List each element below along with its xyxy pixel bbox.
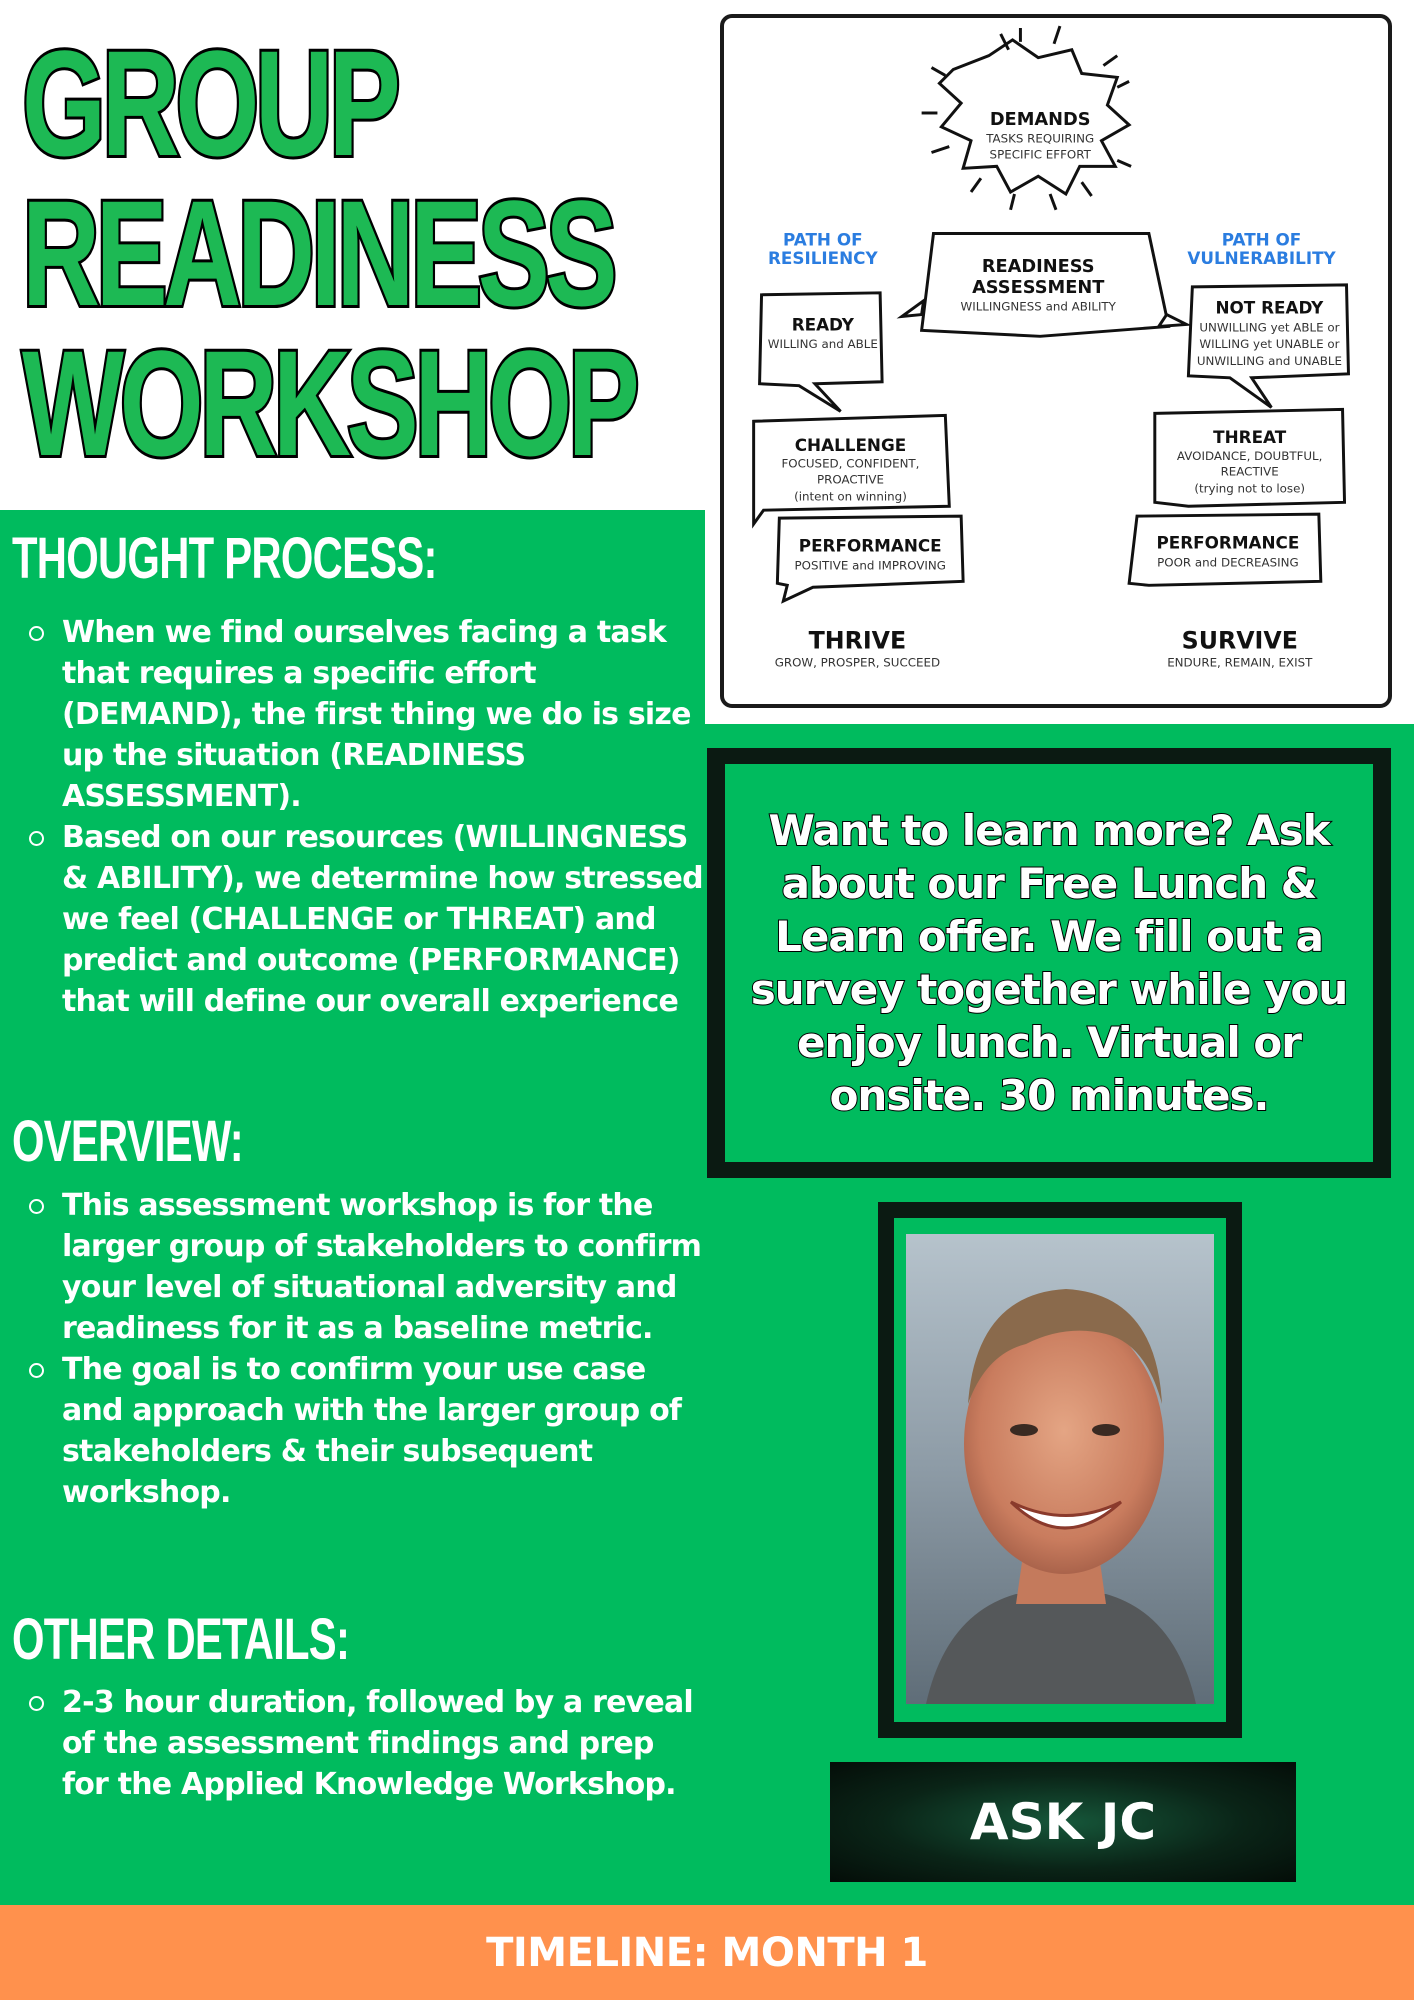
threat-sub3: (trying not to lose) [1194,481,1305,496]
threat-sub2: REACTIVE [1220,464,1279,479]
list-item: The goal is to confirm your use case and approach with the larger group of stakeholders & their subsequent workshop. [62,1349,707,1513]
ready-box-shape [760,293,883,412]
not-ready-sub3: UNWILLING and UNABLE [1196,353,1342,368]
path-vulnerability-label-1: PATH OF [1221,229,1302,250]
not-ready-sub1: UNWILLING yet ABLE or [1199,320,1340,335]
path-vulnerability-label-2: VULNERABILITY [1187,248,1336,269]
timeline-banner: TIMELINE: MONTH 1 [0,1905,1414,2000]
perf-right-title: PERFORMANCE [1156,532,1300,553]
list-item: Based on our resources (WILLINGNESS & ABILITY), we determine how stressed we feel (CHALLENGE or THREAT) and predict and outcome (PERFORMANCE) that will define our overall experience [62,817,707,1022]
portrait-image [906,1234,1214,1704]
photo-green-mat [894,1218,1226,1722]
threat-sub1: AVOIDANCE, DOUBTFUL, [1176,448,1323,463]
thought-process-list [62,612,707,1022]
cta-box [707,748,1391,1178]
arrow-left [902,301,924,317]
list-item: This assessment workshop is for the larger group of stakeholders to confirm your level of situational adversity and readiness for it as a baseline metric. [62,1185,707,1349]
overview-heading: OVERVIEW: [12,1109,243,1174]
ask-jc-button[interactable]: ASK JC [830,1762,1296,1882]
title-line-3: WORKSHOP [22,319,636,487]
threat-title: THREAT [1213,427,1287,448]
demands-sub2: SPECIFIC EFFORT [989,147,1091,162]
challenge-sub2: PROACTIVE [816,472,884,487]
not-ready-title: NOT READY [1215,297,1324,318]
survive-title: SURVIVE [1181,626,1298,655]
list-item: When we find ourselves facing a task that requires a specific effort (DEMAND), the first thing we do is size up the situation (READINESS ASSESSMENT). [62,612,707,817]
readiness-title-2: ASSESSMENT [972,276,1105,298]
path-resiliency-label-2: RESILIENCY [767,248,878,269]
perf-right-sub: POOR and DECREASING [1157,555,1299,570]
page-title [22,19,702,487]
not-ready-sub2: WILLING yet UNABLE or [1199,337,1340,352]
cta-text: Want to learn more? Ask about our Free Lunch & Learn offer. We fill out a survey together while you enjoy lunch. Virtual or onsite. 30 minutes. [750,806,1348,1120]
ready-title: READY [791,314,854,335]
challenge-sub3: (intent on winning) [794,489,907,504]
title-line-2: READINESS [22,169,614,337]
diagram-canvas [724,18,1388,704]
list-item: 2-3 hour duration, followed by a reveal of the assessment findings and prep for the Applied Knowledge Workshop. [62,1682,707,1805]
perf-left-sub: POSITIVE and IMPROVING [794,558,946,573]
challenge-title: CHALLENGE [794,434,907,455]
challenge-sub1: FOCUSED, CONFIDENT, [781,456,920,471]
thrive-sub: GROW, PROSPER, SUCCEED [774,655,941,670]
overview-list [62,1185,707,1513]
presenter-photo [906,1234,1214,1704]
ready-sub: WILLING and ABLE [767,337,878,352]
other-details-heading: OTHER DETAILS: [12,1607,350,1672]
survive-sub: ENDURE, REMAIN, EXIST [1167,655,1313,670]
readiness-diagram [720,14,1392,708]
perf-left-title: PERFORMANCE [798,535,942,556]
thought-process-heading: THOUGHT PROCESS: [12,526,437,591]
demands-sub1: TASKS REQUIRING [986,131,1095,146]
path-resiliency-label-1: PATH OF [783,229,863,250]
demands-title: DEMANDS [989,108,1091,130]
readiness-title-1: READINESS [981,256,1095,278]
other-details-list [62,1682,707,1805]
readiness-sub: WILLINGNESS and ABILITY [960,299,1116,314]
thrive-title: THRIVE [808,626,907,655]
presenter-photo-frame [878,1202,1242,1738]
cta-inner [725,764,1373,1162]
title-line-1: GROUP [22,19,397,187]
